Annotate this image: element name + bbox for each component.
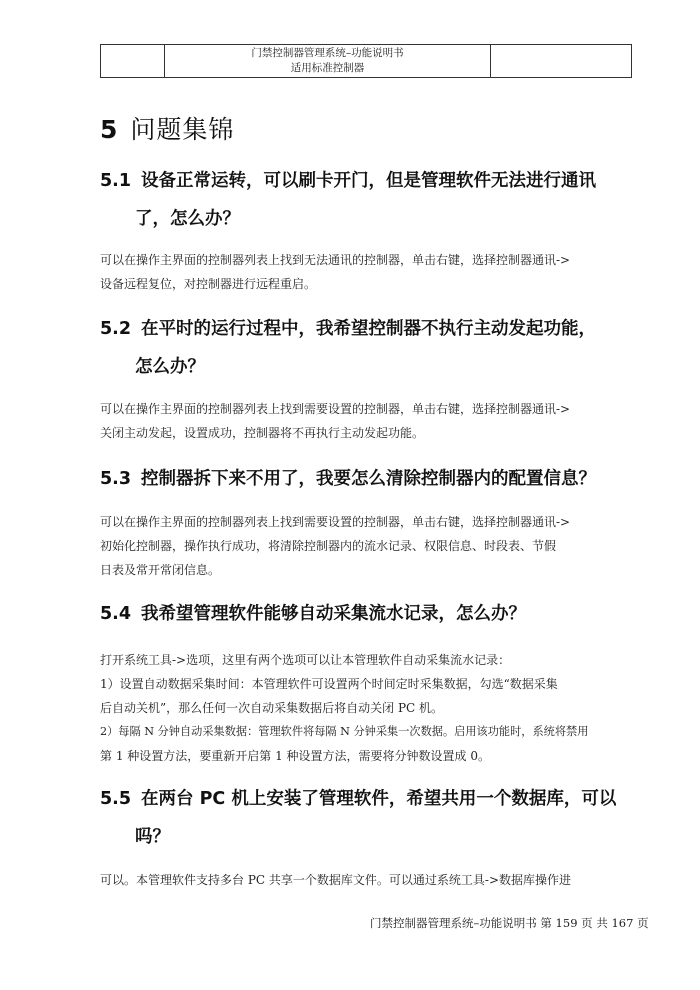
body-line: 1）设置自动数据采集时间：本管理软件可设置两个时间定时采集数据，勾选“数据采集 [100,677,558,691]
page-footer: 门禁控制器管理系统–功能说明书 第 159 页 共 167 页 [370,916,649,930]
section-heading-5-3 [100,460,640,498]
body-line: 关闭主动发起，设置成功，控制器将不再执行主动发起功能。 [100,426,425,440]
section-body-5-4 [100,648,635,768]
section-title: 在平时的运行过程中，我希望控制器不执行主动发起功能， [141,319,597,339]
section-number: 5.3 [100,469,132,489]
chapter-title: 问题集锦 [130,115,235,144]
body-line: 可以在操作主界面的控制器列表上找到无法通讯的控制器，单击右键，选择控制器通讯-> [100,253,571,267]
section-title-continued: 怎么办？ [135,357,205,377]
section-title-continued: 吗？ [135,827,170,847]
header-right-cell [491,45,632,78]
header-subtitle: 适用标准控制器 [290,62,365,74]
chapter-number: 5 [100,115,119,144]
section-number: 5.1 [100,171,132,191]
body-line: 可以。本管理软件支持多台 PC 共享一个数据库文件。可以通过系统工具->数据库操作进 [100,873,571,887]
page-header [100,44,632,78]
body-line: 日表及常开常闭信息。 [100,563,221,577]
header-center-cell [165,45,491,78]
section-heading-5-5 [100,780,640,856]
section-body-5-2 [100,397,635,445]
body-line: 后自动关机”，那么任何一次自动采集数据后将自动关闭 PC 机。 [100,701,444,715]
section-title: 在两台 PC 机上安装了管理软件，希望共用一个数据库，可以 [141,789,617,809]
section-heading-5-1 [100,162,640,238]
body-line: 初始化控制器，操作执行成功，将清除控制器内的流水记录、权限信息、时段表、节假 [100,539,557,553]
section-title: 控制器拆下来不用了，我要怎么清除控制器内的配置信息？ [141,469,597,489]
body-line: 第 1 种设置方法，要重新开启第 1 种设置方法，需要将分钟数设置成 0。 [100,749,490,763]
section-number: 5.2 [100,319,132,339]
section-title: 设备正常运转，可以刷卡开门，但是管理软件无法进行通讯 [141,171,597,191]
chapter-heading [100,110,234,146]
section-title-continued: 了，怎么办？ [135,209,240,229]
header-title: 门禁控制器管理系统–功能说明书 [251,47,404,59]
section-body-5-3 [100,510,635,582]
section-body-5-1 [100,248,635,296]
body-line: 可以在操作主界面的控制器列表上找到需要设置的控制器，单击右键，选择控制器通讯-> [100,402,571,416]
section-heading-5-2 [100,310,640,386]
header-left-cell [101,45,165,78]
section-number: 5.4 [100,604,132,624]
section-heading-5-4 [100,595,640,633]
body-line: 可以在操作主界面的控制器列表上找到需要设置的控制器，单击右键，选择控制器通讯-> [100,515,571,529]
section-body-5-5 [100,868,635,892]
body-line: 2）每隔 N 分钟自动采集数据：管理软件将每隔 N 分钟采集一次数据。启用该功能时，系统将禁用 [100,725,589,738]
body-line: 设备远程复位，对控制器进行远程重启。 [100,277,317,291]
section-number: 5.5 [100,789,132,809]
section-title: 我希望管理软件能够自动采集流水记录，怎么办？ [141,604,527,624]
body-line: 打开系统工具->选项，这里有两个选项可以让本管理软件自动采集流水记录： [100,653,511,667]
